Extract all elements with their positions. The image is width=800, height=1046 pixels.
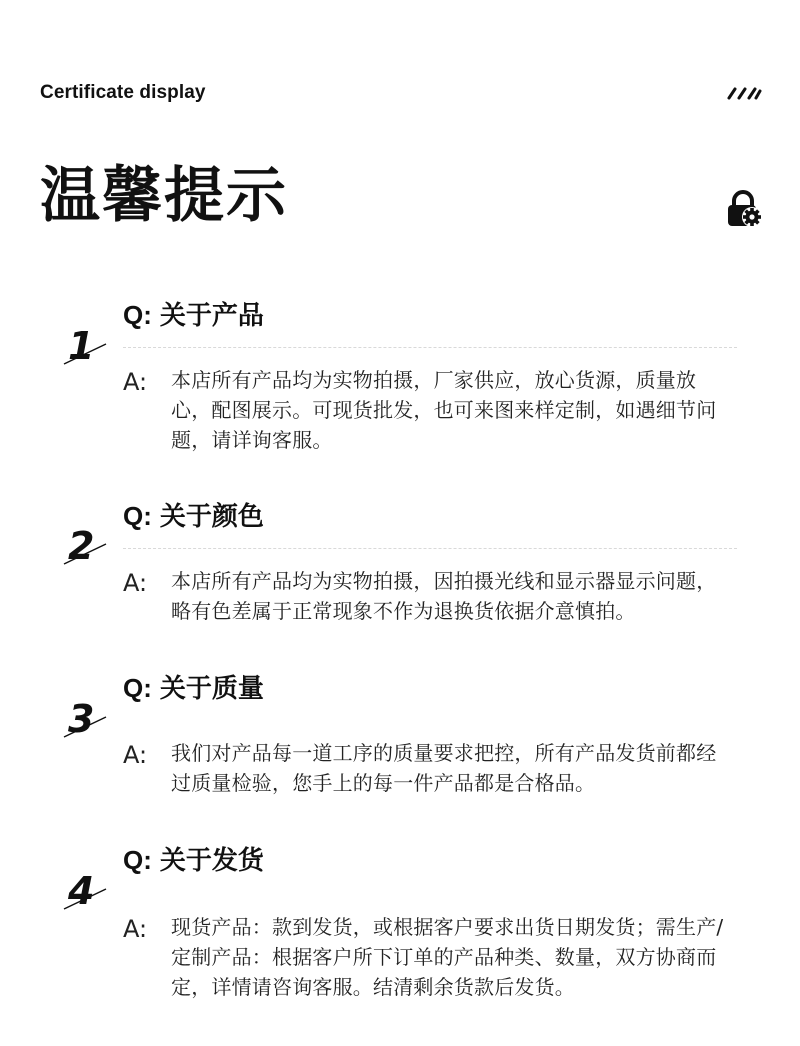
question-prefix: Q: (123, 501, 152, 531)
question-prefix: Q: (123, 673, 152, 703)
question-prefix: Q: (123, 845, 152, 875)
divider (123, 548, 737, 549)
answer-prefix: A: (123, 741, 148, 769)
header-label: Certificate display (40, 82, 206, 103)
lock-gear-icon (725, 190, 763, 228)
faq-number: 1 (62, 330, 112, 370)
answer-text: 本店所有产品均为实物拍摄，因拍摄光线和显示器显示问题，略有色差属于正常现象不作为退换货依据介意慎拍。 (171, 569, 717, 623)
question-text: 关于发货 (159, 846, 264, 876)
answer-text: 本店所有产品均为实物拍摄，厂家供应，放心货源，质量放心，配图展示。可现货批发，也可来图来样定制，如遇细节问题，请详询客服。 (171, 368, 717, 452)
triple-slash-icon (726, 86, 762, 100)
answer-text: 我们对产品每一道工序的质量要求把控，所有产品发货前都经过质量检验，您手上的每一件产品都是合格品。 (171, 741, 717, 795)
faq-number: 2 (62, 530, 112, 570)
faq-number: 3 (62, 703, 112, 743)
answer-prefix: A: (123, 569, 148, 597)
faq-question (123, 298, 264, 333)
faq-question (123, 671, 264, 706)
answer-prefix: A: (123, 915, 148, 943)
faq-number: 4 (62, 875, 112, 915)
question-prefix: Q: (123, 300, 152, 330)
answer-text: 现货产品：款到发货，或根据客户要求出货日期发货；需生产/定制产品：根据客户所下订单的产品种类、数量，双方协商而定，详情请咨询客服。结清剩余货款后发货。 (171, 915, 724, 999)
page-title: 温馨提示 (40, 161, 288, 231)
question-text: 关于产品 (159, 301, 264, 331)
divider (123, 347, 737, 348)
faq-question (123, 499, 264, 534)
faq-question (123, 843, 264, 878)
question-text: 关于颜色 (159, 502, 264, 532)
answer-prefix: A: (123, 368, 148, 396)
question-text: 关于质量 (159, 674, 264, 704)
